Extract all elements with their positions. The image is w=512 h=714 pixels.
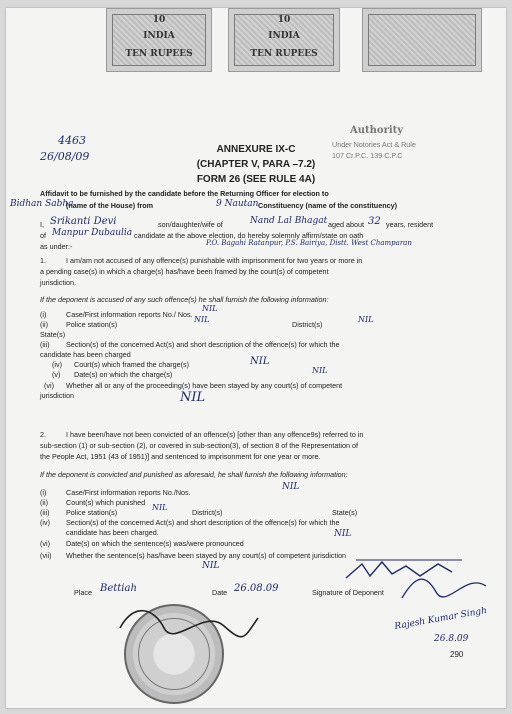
declarant-line2b: candidate at the above election, do hereby solemnly affirm/state on oath xyxy=(134,231,364,240)
as-under: as under:- xyxy=(40,242,73,251)
p1-item-text: Case/First information reports No./ Nos. xyxy=(66,310,193,319)
p2-item-text: District(s) xyxy=(192,508,223,517)
authority-stamp-line1: Authority xyxy=(350,125,404,136)
declarant-address: Manpur Dubaulia xyxy=(52,228,133,238)
affidavit-page xyxy=(6,8,506,708)
father-name: Nand Lal Bhagat xyxy=(250,216,328,226)
p2-item-text: Police station(s) xyxy=(66,508,118,517)
declarant-name: Srikanti Devi xyxy=(50,216,117,227)
nil-entry: NIL xyxy=(194,315,210,324)
nil-entry: NIL xyxy=(202,304,218,313)
p1-item-text: State(s) xyxy=(40,330,66,339)
p1-item-text: Date(s) on which the charge(s) xyxy=(74,370,173,379)
ref-number: 4463 xyxy=(58,134,86,147)
p2-item-text: Count(s) which punished xyxy=(66,498,146,507)
declarant-prefix: I, xyxy=(40,220,44,229)
signature-label: Signature of Deponent xyxy=(312,588,384,597)
para2-condition: If the deponent is convicted and punished as aforesaid, he shall furnish the following information: xyxy=(40,470,348,479)
para1-line3: jurisdiction. xyxy=(40,278,76,287)
p2-item-num: (i) xyxy=(40,488,47,497)
nil-entry: NIL xyxy=(358,315,374,324)
ref-date: 26/08/09 xyxy=(40,150,90,163)
declarant-mid2: aged about xyxy=(328,220,364,229)
declarant-age: 32 xyxy=(368,216,381,227)
stamp-value: TEN RUPEES xyxy=(250,49,318,59)
stamp-country: INDIA xyxy=(143,31,175,41)
p2-item-text: candidate has been charged. xyxy=(66,528,159,537)
p1-item-text: candidate has been charged xyxy=(40,350,131,359)
p1-item-text: Court(s) which framed the charge(s) xyxy=(74,360,190,369)
declarant-of: of xyxy=(40,231,46,240)
p2-item-text: Date(s) on which the sentence(s) was/were pronounced xyxy=(66,539,244,548)
declarant-mid1: son/daughter/wife of xyxy=(158,220,223,229)
p2-item-text: Whether the sentence(s) has/have been stayed by any court(s) of competent jurisdiction xyxy=(66,551,347,560)
para1-line1: I am/am not accused of any offence(s) punishable with imprisonment for two years or more in xyxy=(66,256,363,265)
p1-item-num: (vi) xyxy=(44,381,54,390)
stamp-paper-1 xyxy=(106,8,212,72)
place-label: Place xyxy=(74,588,92,597)
p1-item-num: (iii) xyxy=(40,340,50,349)
intro-line2b: Constituency (name of the constituency) xyxy=(258,201,397,210)
date-value: 26.08.09 xyxy=(234,583,279,594)
declarant-mid3: years, resident xyxy=(386,220,434,229)
p1-item-num: (i) xyxy=(40,310,47,319)
date-label: Date xyxy=(212,588,228,597)
notary-signature xyxy=(114,598,264,648)
stamp-paper-2 xyxy=(228,8,340,72)
nil-entry: NIL xyxy=(334,529,352,539)
declarant-address2: P.O. Bagahi Ratanpur, P.S. Bairiya, Distt. West Champaran xyxy=(206,239,412,247)
stamp-value: TEN RUPEES xyxy=(125,49,193,59)
p1-item-text: District(s) xyxy=(292,320,323,329)
place-value: Bettiah xyxy=(100,583,137,594)
form-title: FORM 26 (SEE RULE 4A) xyxy=(196,174,316,185)
p1-item-num: (ii) xyxy=(40,320,48,329)
intro-line1: Affidavit to be furnished by the candidate before the Returning Officer for election to xyxy=(40,189,329,198)
p2-item-num: (iv) xyxy=(40,518,50,527)
house-name: Bidhan Sabha xyxy=(10,199,74,209)
nil-entry: NIL xyxy=(282,482,300,492)
p1-item-text: Section(s) of the concerned Act(s) and short description of the offence(s) for which the xyxy=(66,340,340,349)
para1-line2: a pending case(s) in which a charge(s) has/have been framed by the court(s) of competent xyxy=(40,267,329,276)
para1-number: 1. xyxy=(40,256,46,265)
page-number: 290 xyxy=(450,650,464,659)
p1-item-num: (v) xyxy=(52,370,61,379)
p2-item-num: (ii) xyxy=(40,498,48,507)
officer-signature xyxy=(396,568,496,608)
nil-entry: NIL xyxy=(312,366,328,375)
p2-item-num: (vii) xyxy=(40,551,52,560)
officer-date: 26.8.09 xyxy=(434,634,469,644)
p2-item-num: (iii) xyxy=(40,508,50,517)
para2-line2: sub-section (1) or sub-section (2), or covered in sub-section(3), of section 8 of the Representation of xyxy=(40,441,359,450)
annexure-title: ANNEXURE IX-C xyxy=(216,144,296,155)
para2-number: 2. xyxy=(40,430,46,439)
constituency-name: 9 Nautan xyxy=(216,199,259,209)
stamp-paper-3 xyxy=(362,8,482,72)
p1-item-text: jurisdiction xyxy=(40,391,74,400)
stamp-denom: 10 xyxy=(152,15,166,25)
p1-item-text: Police station(s) xyxy=(66,320,118,329)
p1-item-num: (iv) xyxy=(52,360,62,369)
authority-stamp-line3: 107 Cr.P.C. 139 C.P.C xyxy=(332,151,403,160)
p2-item-text: Case/First information reports No./Nos. xyxy=(66,488,191,497)
chapter-ref: (CHAPTER V, PARA –7.2) xyxy=(196,159,316,170)
p2-item-text: Section(s) of the concerned Act(s) and short description of the offence(s) for which the xyxy=(66,518,340,527)
authority-stamp-line2: Under Notories Act & Rule xyxy=(332,140,416,149)
officer-name: Rajesh Kumar Singh xyxy=(393,605,488,633)
stamp-country: INDIA xyxy=(268,31,300,41)
p1-item-text: Whether all or any of the proceeding(s) have been stayed by any court(s) of competent xyxy=(66,381,343,390)
para2-line3: the People Act, 1951 (43 of 1951)] and sentenced to imprisonment for one year or more. xyxy=(40,452,321,461)
para1-condition: If the deponent is accused of any such offence(s) he shall furnish the following information: xyxy=(40,295,329,304)
nil-entry: NIL xyxy=(152,503,168,512)
nil-entry: NIL xyxy=(180,390,206,405)
nil-entry: NIL xyxy=(250,356,270,367)
p2-item-text: State(s) xyxy=(332,508,358,517)
para2-line1: I have been/have not been convicted of an offence(s) [other than any offence9s) referred to in xyxy=(66,430,364,439)
stamp-denom: 10 xyxy=(277,15,291,25)
intro-line2a: (name of the House) from xyxy=(66,201,154,210)
p2-item-num: (vi) xyxy=(40,539,50,548)
nil-entry: NIL xyxy=(202,561,220,571)
